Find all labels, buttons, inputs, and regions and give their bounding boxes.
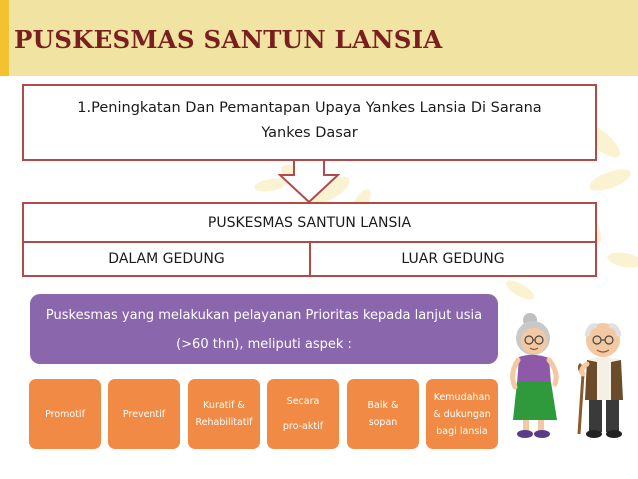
main-box: PUSKESMAS SANTUN LANSIA [22,202,597,243]
aspect-label: Baik & [367,400,399,411]
aspect-box-proaktif [267,379,339,449]
aspect-label: Secara [286,396,320,407]
aspect-box-promotif [29,379,101,449]
aspect-box-kemudahan [426,379,498,449]
header-bar [0,0,638,76]
page-title: PUSKESMAS SANTUN LANSIA [14,25,443,54]
branch-left-box: DALAM GEDUNG [22,241,311,277]
aspect-box-kuratif [188,379,260,449]
top-box-line-1: 1.Peningkatan Dan Pemantapan Upaya Yankes Lansia Di Sarana [77,100,542,116]
grandpa-figure [579,323,623,438]
aspect-label: Kemudahan [433,391,491,403]
header-accent-stripe [0,0,9,76]
aspect-label: Kuratif & [203,400,245,411]
elderly-couple-illustration [505,312,638,442]
aspect-label: Promotif [45,408,85,420]
aspect-label: Preventif [122,408,166,420]
grandma-figure [513,313,557,438]
aspect-label: bagi lansia [436,425,488,437]
top-box-line-2: Yankes Dasar [261,125,358,141]
aspect-box-preventif [108,379,180,449]
aspect-label: Rehabilitatif [195,417,253,428]
aspect-label: pro-aktif [282,421,324,432]
aspect-box-sopan [347,379,419,449]
description-line-2: (>60 thn), meliputi aspek : [176,337,352,352]
aspect-label: sopan [368,417,398,428]
down-arrow-icon [278,159,340,204]
top-box [22,84,597,161]
aspect-label: & dukungan [433,408,491,420]
description-line-1: Puskesmas yang melakukan pelayanan Prioritas kepada lanjut usia [45,308,483,323]
description-box [30,294,498,364]
branch-right-box: LUAR GEDUNG [309,241,597,277]
